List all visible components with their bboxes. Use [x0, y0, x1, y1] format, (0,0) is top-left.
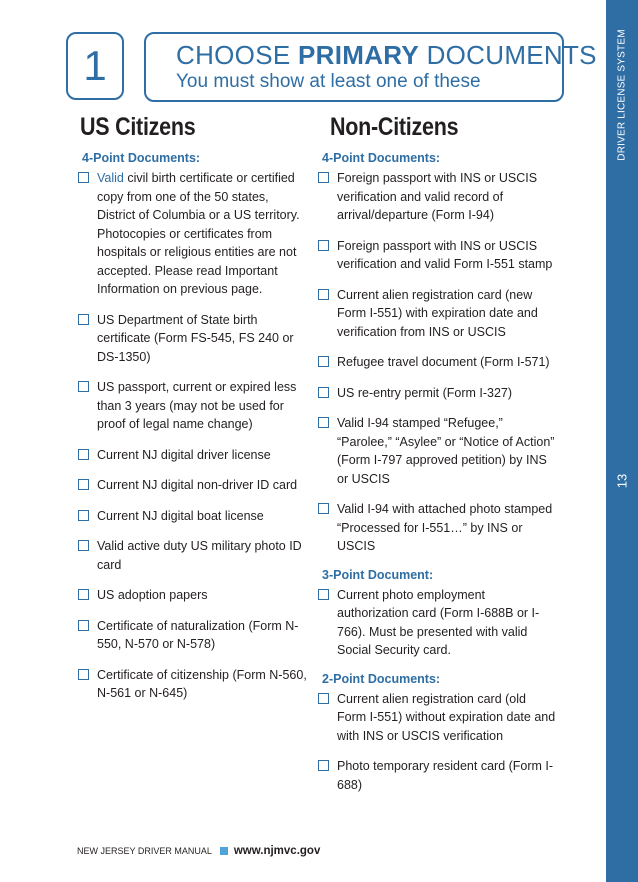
checklist-item: [318, 237, 558, 274]
checklist-item: [318, 690, 558, 746]
item-text: Current NJ digital driver license: [97, 447, 271, 462]
checkbox[interactable]: [318, 503, 329, 514]
checkbox[interactable]: [318, 240, 329, 251]
checklist-item: [78, 476, 308, 495]
step-number-badge: 1: [66, 32, 124, 100]
header-title-prefix: CHOOSE: [176, 40, 299, 70]
checkbox[interactable]: [318, 760, 329, 771]
us-citizens-heading: US Citizens: [80, 113, 196, 141]
item-text: Foreign passport with INS or USCIS verification and valid record of arrival/departure (Form I-94): [337, 171, 538, 222]
header-title: [176, 40, 597, 71]
item-text: US Department of State birth certificate (Form FS-545, FS 240 or DS-1350): [97, 312, 294, 364]
item-text: Valid I-94 with attached photo stamped “Processed for I-551…” by INS or USCIS: [337, 502, 553, 553]
checklist-item: [318, 500, 558, 556]
item-text: Current photo employment authorization card (Form I-688B or I-766). Must be presented with valid Social Security card.: [337, 587, 540, 657]
checkbox[interactable]: [78, 589, 89, 600]
footer: [77, 845, 320, 857]
checklist-item: [78, 507, 308, 526]
footer-url: www.njmvc.gov: [233, 845, 321, 857]
item-text: US passport, current or expired less than 3 years (may not be used for proof of legal name change): [97, 380, 297, 431]
checklist-item: [318, 169, 558, 225]
checkbox[interactable]: [318, 693, 329, 704]
header-subtitle: You must show at least one of these: [176, 71, 481, 92]
checkbox[interactable]: [318, 387, 329, 398]
checkbox[interactable]: [318, 356, 329, 367]
item-text: Valid active duty US military photo ID card: [97, 539, 302, 572]
item-text: Current NJ digital non-driver ID card: [97, 478, 298, 492]
checklist-item: [78, 537, 308, 574]
checklist-item: [78, 378, 308, 434]
checkbox[interactable]: [78, 669, 89, 680]
checkbox[interactable]: [318, 417, 329, 428]
checklist-item: [318, 286, 558, 342]
item-text: US adoption papers: [97, 588, 208, 602]
item-text: Current alien registration card (old Form I-551) without expiration date and with INS or USCIS verification: [337, 691, 556, 743]
checkbox[interactable]: [78, 540, 89, 551]
checklist-item: [318, 757, 558, 794]
checklist-item: [78, 446, 308, 465]
item-text: Valid I-94 stamped “Refugee,” “Parolee,” “Asylee” or “Notice of Action” (Form I-797 approved petition) by INS or USCIS: [337, 416, 555, 486]
item-text: Foreign passport with INS or USCIS verification and valid Form I-551 stamp: [337, 238, 553, 271]
us-citizens-column: [78, 151, 308, 715]
non-citizens-column: [318, 151, 558, 806]
checklist-item: [78, 311, 308, 367]
page-number: 13: [614, 473, 630, 489]
us-section-title: 4-Point Documents:: [82, 151, 201, 165]
checklist-item: [318, 353, 558, 372]
checkbox[interactable]: [318, 589, 329, 600]
item-text: Refugee travel document (Form I-571): [337, 355, 550, 369]
item-text: Certificate of naturalization (Form N-550, N-570 or N-578): [97, 618, 299, 651]
checklist-item: [318, 384, 558, 403]
checkbox[interactable]: [78, 479, 89, 490]
checkbox[interactable]: [78, 314, 89, 325]
checkbox[interactable]: [78, 172, 89, 183]
item-text: Certificate of citizenship (Form N-560, N-561 or N-645): [97, 667, 307, 700]
item-text: Current alien registration card (new Form I-551) with expiration date and verification from INS or USCIS: [337, 287, 538, 339]
checkbox[interactable]: [78, 381, 89, 392]
footer-manual: NEW JERSEY DRIVER MANUAL: [77, 846, 212, 856]
checkbox[interactable]: [78, 449, 89, 460]
item-accent: Valid: [97, 171, 124, 185]
nc-section-title: 3-Point Document:: [322, 567, 434, 582]
checklist-item: [78, 586, 308, 605]
checkbox[interactable]: [318, 289, 329, 300]
non-citizens-heading: Non-Citizens: [330, 113, 459, 141]
checklist-item: [78, 169, 308, 299]
checkbox[interactable]: [318, 172, 329, 183]
nc-section-title: 2-Point Documents:: [322, 671, 441, 686]
footer-square-icon: [220, 847, 228, 855]
checklist-item: [78, 617, 308, 654]
item-text: [97, 169, 308, 299]
item-rest: civil birth certificate or certified copy from one of the 50 states, District of Columbia or a US territory. Photocopies or certificates from hospitals or religious entities are not accepted. Please read Important Information on previous page.: [97, 171, 300, 296]
item-text: Photo temporary resident card (Form I-688): [337, 759, 554, 792]
checklist-item: [318, 414, 558, 488]
item-text: Current NJ digital boat license: [97, 508, 264, 523]
checkbox[interactable]: [78, 620, 89, 631]
nc-section-title: 4-Point Documents:: [322, 151, 441, 165]
header-title-suffix: DOCUMENTS: [419, 40, 597, 70]
side-title: DRIVER LICENSE SYSTEM: [616, 29, 628, 161]
checkbox[interactable]: [78, 510, 89, 521]
header-title-bold: PRIMARY: [298, 40, 420, 70]
checklist-item: [78, 666, 308, 703]
item-text: US re-entry permit (Form I-327): [337, 385, 513, 400]
checklist-item: [318, 586, 558, 660]
